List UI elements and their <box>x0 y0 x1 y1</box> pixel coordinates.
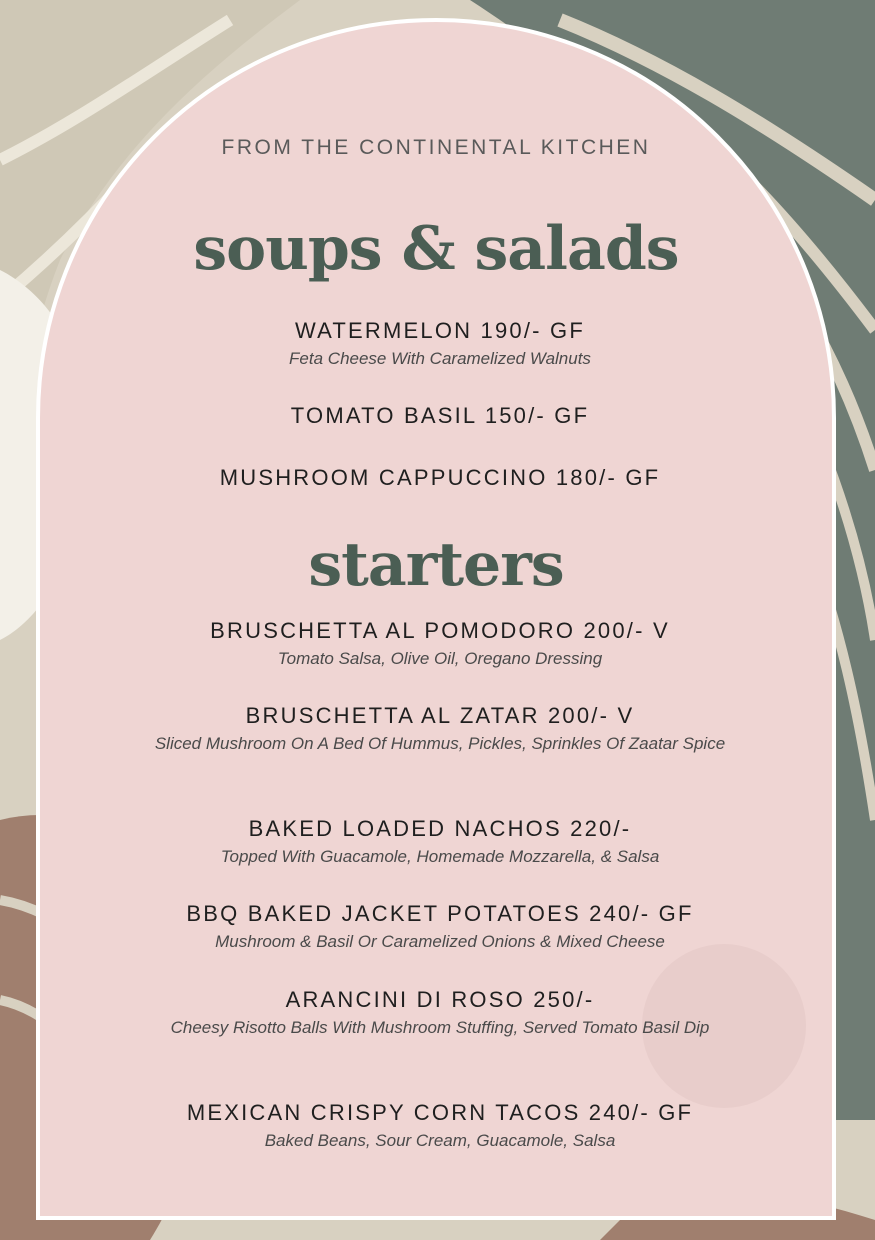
menu-kicker: FROM THE CONTINENTAL KITCHEN <box>221 136 651 159</box>
menu-card <box>36 18 836 1220</box>
menu-item-name: BBQ BAKED JACKET POTATOES 240/- GF <box>186 901 694 926</box>
menu-item-name: BRUSCHETTA AL POMODORO 200/- V <box>210 618 670 643</box>
menu-item-name: ARANCINI DI ROSO 250/- <box>285 987 595 1012</box>
section-title-starters: starters <box>308 530 564 600</box>
menu-item <box>80 1099 800 1154</box>
menu-item <box>80 702 800 757</box>
menu-item-description: Mushroom & Basil Or Caramelized Onions & Mixed Cheese <box>215 932 665 951</box>
menu-item <box>80 464 800 492</box>
menu-item-name: BRUSCHETTA AL ZATAR 200/- V <box>245 703 635 728</box>
menu-item-description: Tomato Salsa, Olive Oil, Oregano Dressing <box>277 649 603 668</box>
menu-item <box>80 402 800 430</box>
menu-item <box>80 815 800 870</box>
menu-item <box>80 900 800 955</box>
menu-item-description: Feta Cheese With Caramelized Walnuts <box>289 349 591 368</box>
menu-item-description: Topped With Guacamole, Homemade Mozzarella, & Salsa <box>220 847 660 866</box>
menu-item-description: Cheesy Risotto Balls With Mushroom Stuffing, Served Tomato Basil Dip <box>170 1018 710 1037</box>
section-title-soups-salads: soups & salads <box>193 214 679 284</box>
menu-item <box>80 986 800 1041</box>
menu-item-name: MEXICAN CRISPY CORN TACOS 240/- GF <box>186 1100 694 1125</box>
menu-item-description: Sliced Mushroom On A Bed Of Hummus, Pickles, Sprinkles Of Zaatar Spice <box>154 734 726 753</box>
menu-item <box>80 317 800 372</box>
menu-item-name: BAKED LOADED NACHOS 220/- <box>248 816 632 841</box>
menu-item-description: Baked Beans, Sour Cream, Guacamole, Salsa <box>264 1131 616 1150</box>
menu-item-name: MUSHROOM CAPPUCCINO 180/- GF <box>219 465 661 490</box>
menu-item <box>80 617 800 672</box>
menu-item-name: WATERMELON 190/- GF <box>295 318 585 343</box>
menu-item-name: TOMATO BASIL 150/- GF <box>290 403 590 428</box>
